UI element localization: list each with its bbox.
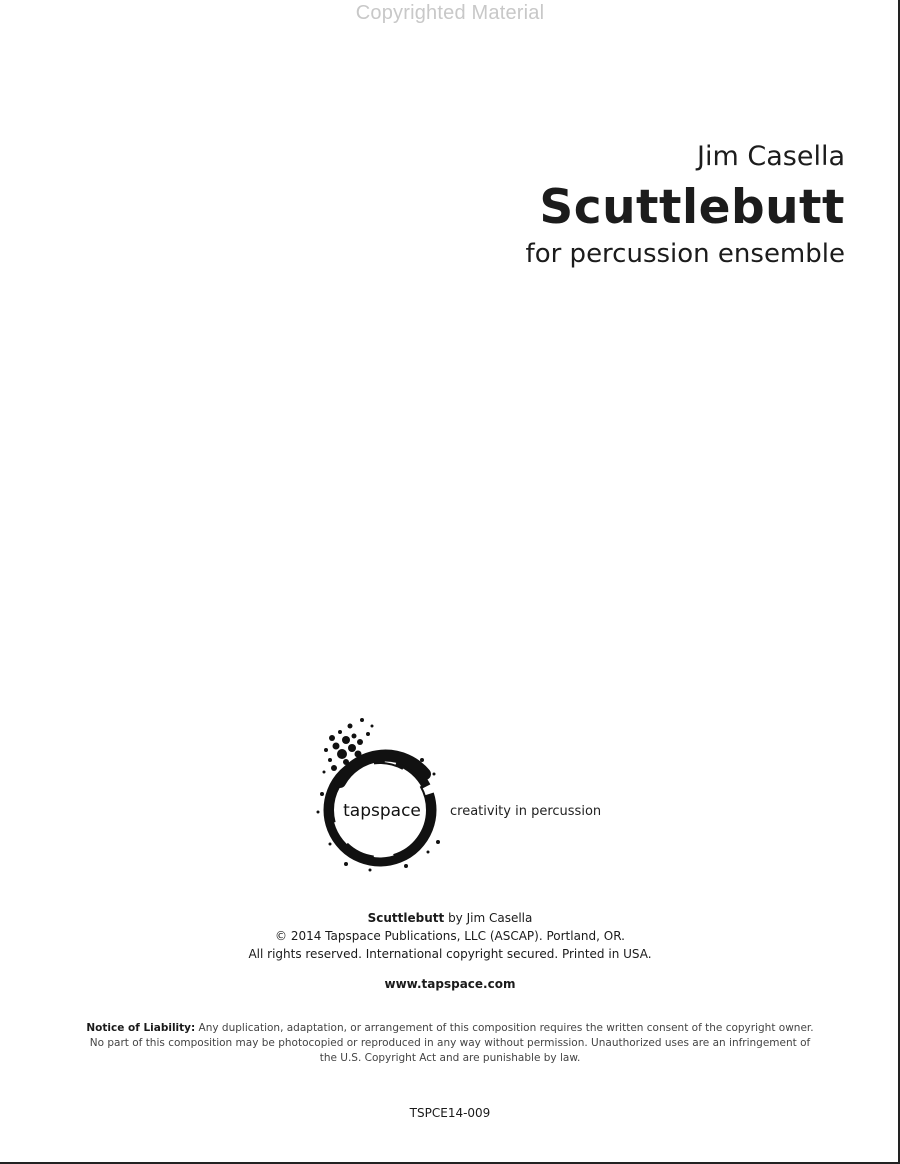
copyright-line: © 2014 Tapspace Publications, LLC (ASCAP). Portland, OR. (275, 929, 625, 943)
notice-text: Any duplication, adaptation, or arrangement of this composition requires the written consent of the copyright owner. No part of this composition may be photocopied or reproduced in any way without permission. Unauthorized uses are an infringement of the U.S. Copyright Act and are punishable by law. (89, 1022, 814, 1064)
watermark: Copyrighted Material (355, 2, 545, 24)
title-block (526, 140, 845, 270)
catalog-number: TSPCE14-009 (409, 1106, 491, 1120)
logo-tagline: creativity in percussion (450, 804, 602, 819)
copyright-byline: by Jim Casella (444, 911, 533, 925)
logo-brand: tapspace (343, 801, 421, 821)
website-link[interactable]: www.tapspace.com (384, 977, 516, 991)
copyright-work-title: Scuttlebutt (367, 911, 445, 925)
liability-notice (80, 1021, 820, 1066)
splash-circle-icon (310, 712, 650, 882)
tapspace-logo (310, 712, 650, 882)
piece-subtitle: for percussion ensemble (525, 239, 845, 269)
copyright-block (0, 909, 900, 963)
piece-title: Scuttlebutt (539, 180, 845, 235)
notice-label: Notice of Liability: (86, 1022, 196, 1034)
composer-name: Jim Casella (697, 141, 845, 172)
rights-line: All rights reserved. International copyright secured. Printed in USA. (248, 947, 652, 961)
copyright-title-line (0, 909, 900, 927)
